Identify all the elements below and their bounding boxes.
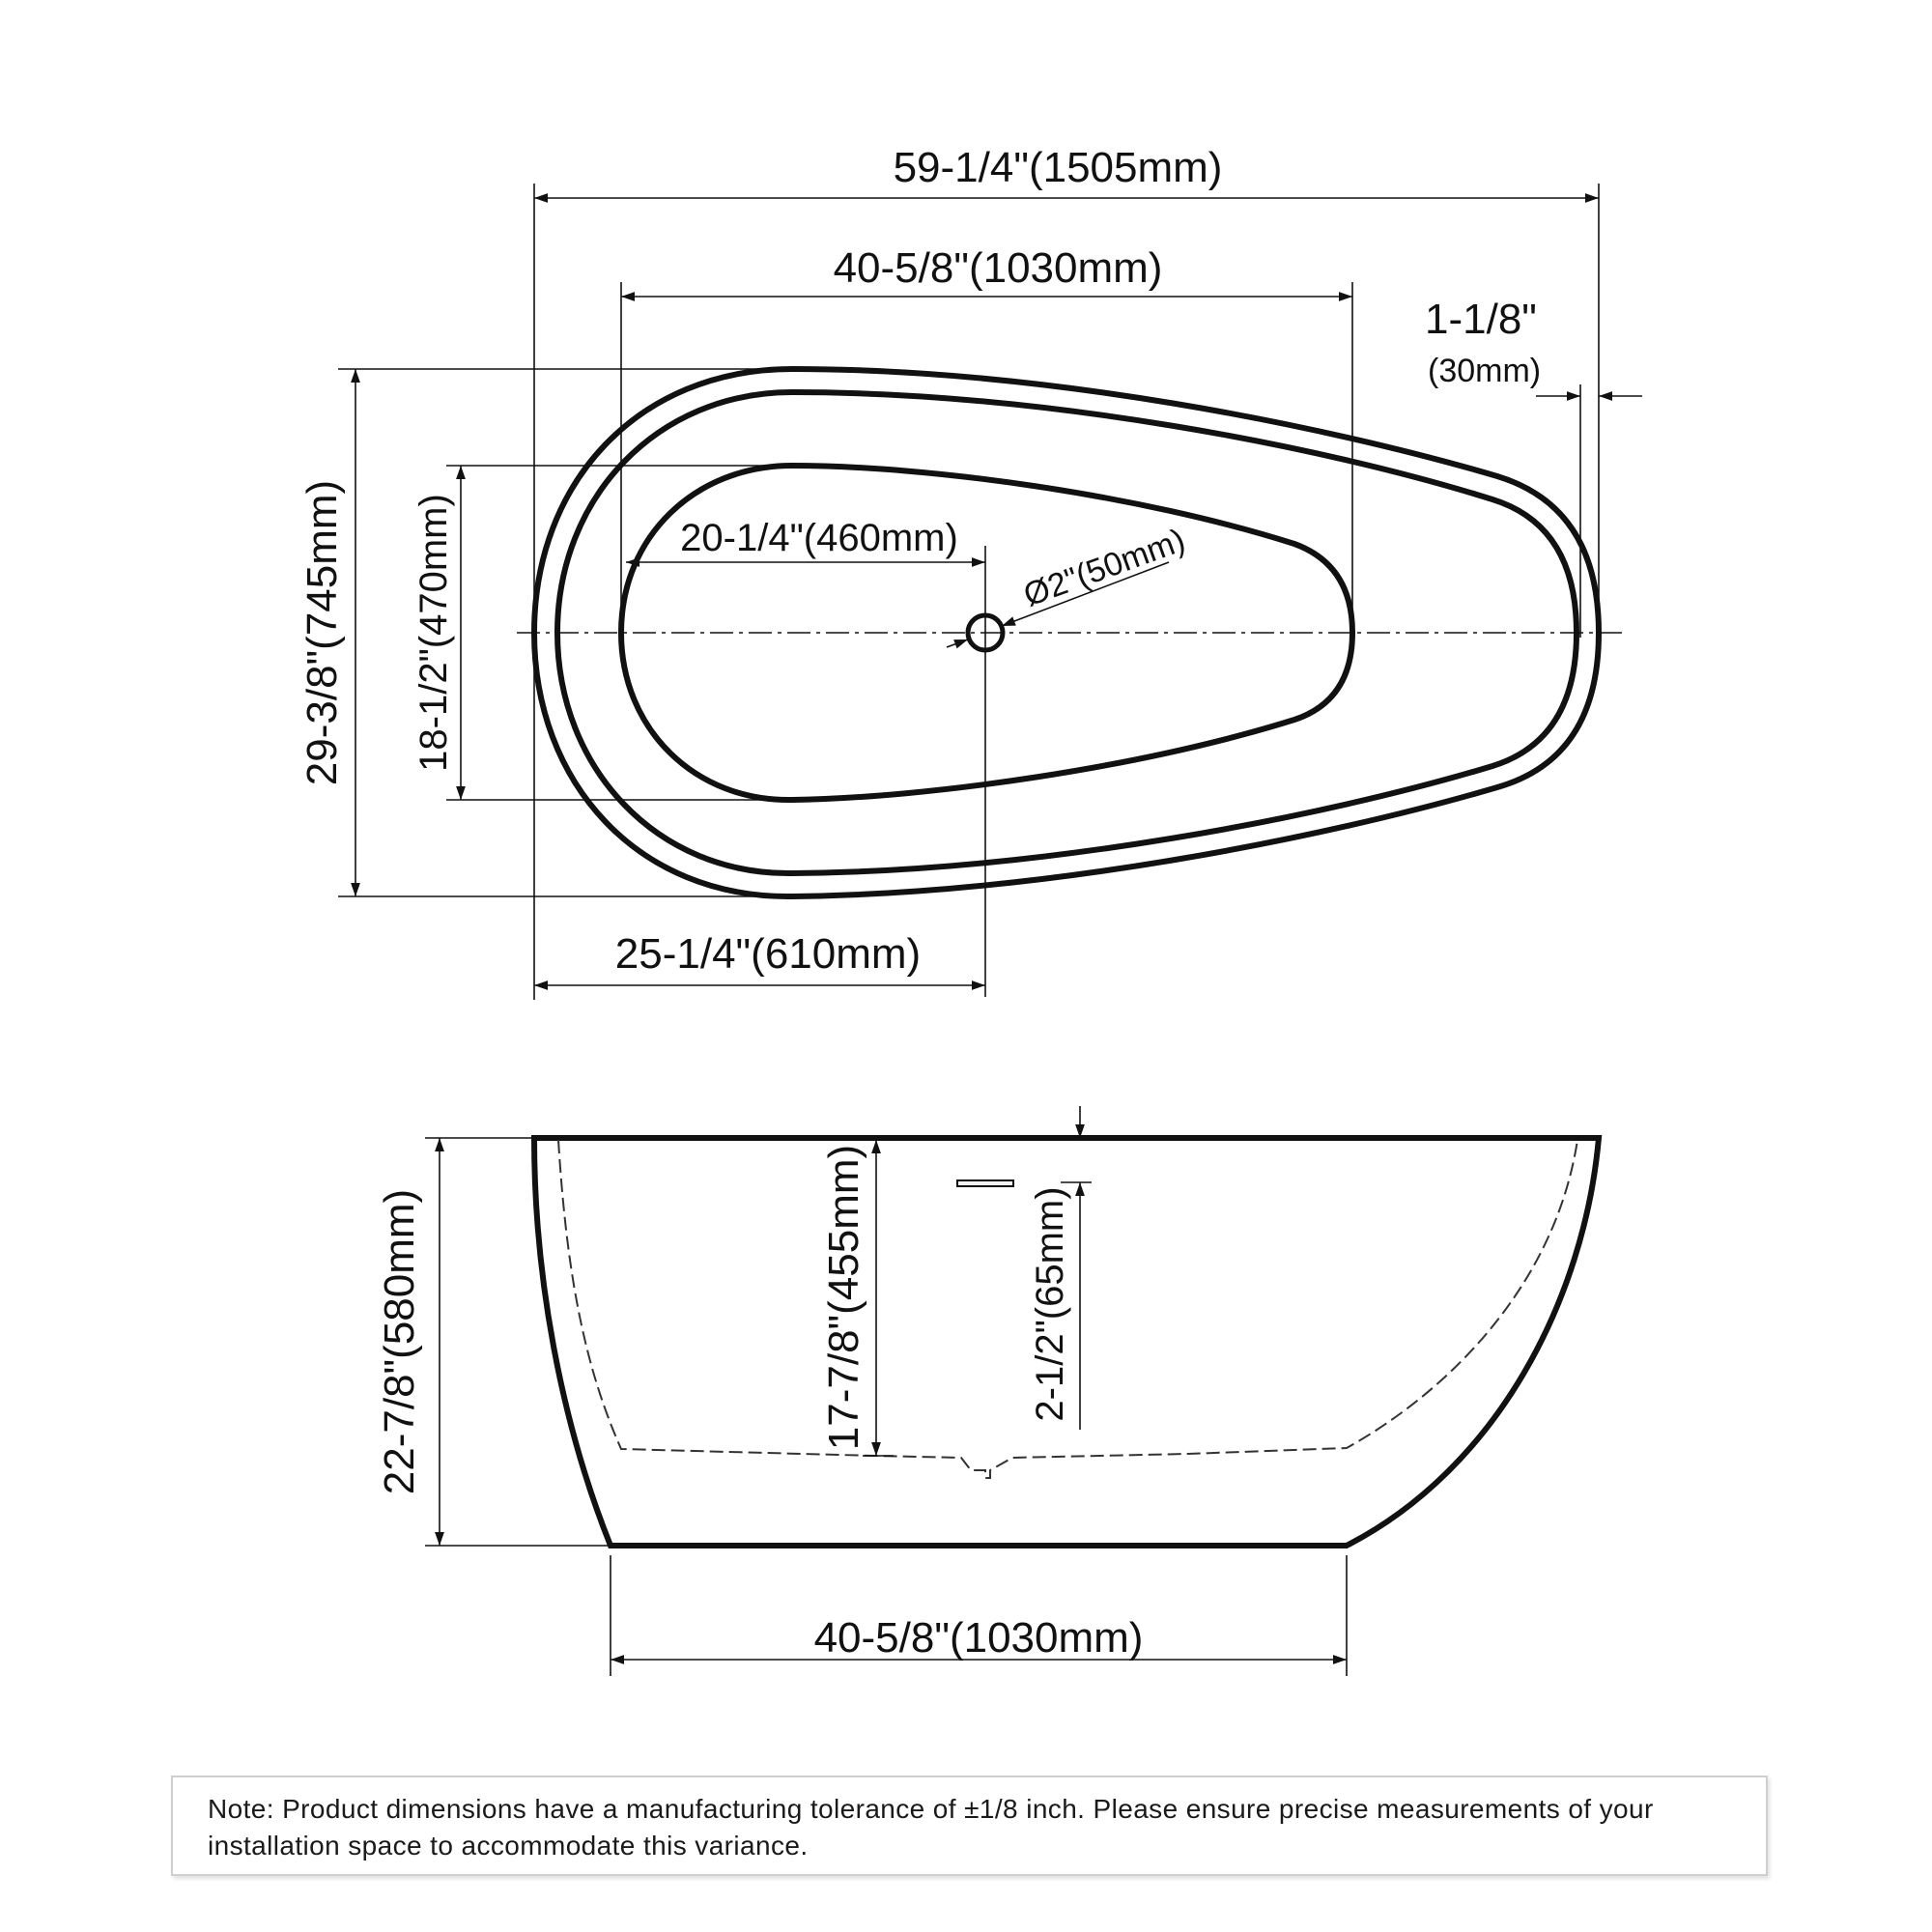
side-extension-lines bbox=[425, 1138, 1347, 1676]
label-base-length: 40-5/8"(1030mm) bbox=[813, 1614, 1144, 1662]
label-drain-offset-outer: 25-1/4"(610mm) bbox=[614, 930, 922, 978]
label-rim-width-mm: (30mm) bbox=[1428, 353, 1542, 389]
label-overall-height: 22-7/8"(580mm) bbox=[376, 1188, 423, 1495]
label-inner-length: 40-5/8"(1030mm) bbox=[833, 244, 1163, 292]
label-inner-depth: 17-7/8"(455mm) bbox=[820, 1144, 867, 1451]
extension-lines bbox=[338, 184, 1599, 1000]
drain-diameter-leader-2 bbox=[947, 639, 968, 647]
top-view bbox=[298, 144, 1642, 1000]
side-dimension-lines bbox=[440, 1106, 1347, 1660]
label-drain-offset-inner: 20-1/4"(460mm) bbox=[680, 517, 958, 559]
side-view bbox=[376, 1106, 1599, 1676]
overflow-slot bbox=[957, 1180, 1013, 1186]
label-overall-length: 59-1/4"(1505mm) bbox=[893, 144, 1223, 191]
label-inner-width: 18-1/2"(470mm) bbox=[412, 494, 455, 772]
tolerance-note bbox=[171, 1776, 1768, 1876]
label-overflow-drop: 2-1/2"(65mm) bbox=[1029, 1186, 1071, 1422]
label-rim-width-in: 1-1/8" bbox=[1425, 296, 1537, 343]
tolerance-note-text: Note: Product dimensions have a manufacturing tolerance of ±1/8 inch. Please ensure precise measurements of your installation space to accommodate this variance. bbox=[208, 1794, 1654, 1861]
label-drain-diameter: Ø2"(50mm) bbox=[1018, 522, 1190, 614]
label-overall-width: 29-3/8"(745mm) bbox=[298, 479, 346, 786]
